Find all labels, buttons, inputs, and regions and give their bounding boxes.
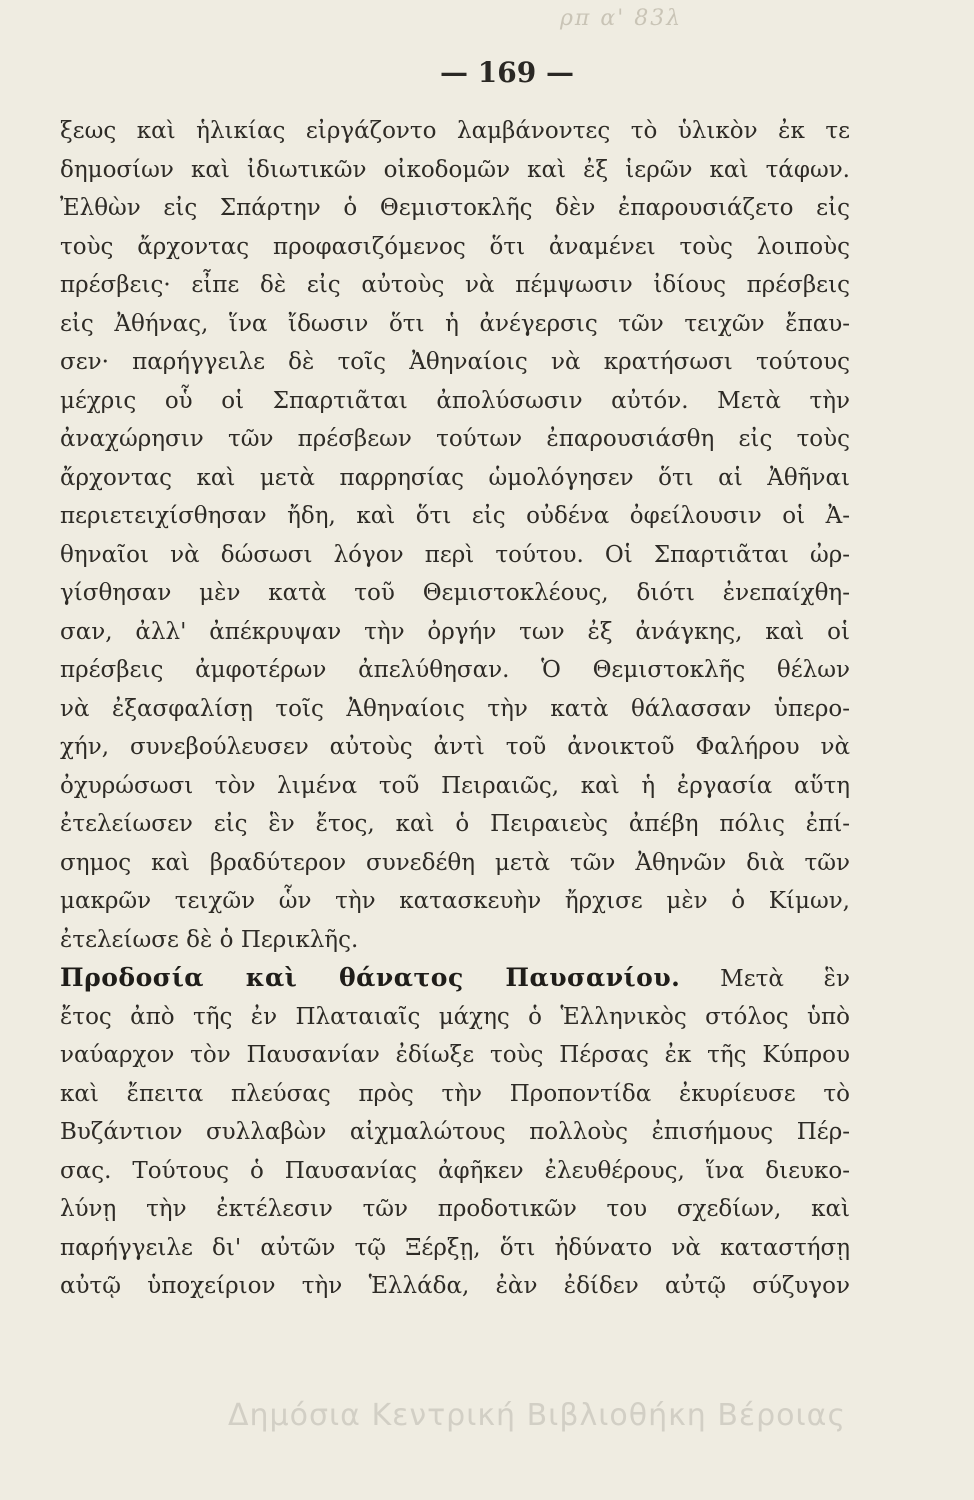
text-line: Βυζάντιον συλλαβὼν αἰχμαλώτους πολλοὺς ἐπισήμους Πέρ- (60, 1119, 850, 1145)
text-line: νὰ ἐξασφαλίσῃ τοῖς Ἀθηναίοις τὴν κατὰ θάλασσαν ὑπερο- (60, 695, 850, 722)
text-line: τοὺς ἄρχοντας προφασιζόμενος ὅτι ἀναμένει τοὺς λοιποὺς (60, 233, 850, 260)
body-text (60, 112, 850, 1306)
text-line: μέχρις οὗ οἱ Σπαρτιᾶται ἀπολύσωσιν αὐτόν. Μετὰ τὴν (60, 387, 850, 414)
text-line: ἐτελείωσε δὲ ὁ Περικλῆς. (60, 926, 359, 953)
text-line: ἐτελείωσεν εἰς ἓν ἔτος, καὶ ὁ Πειραιεὺς ἀπέβη πόλις ἐπί- (60, 811, 850, 837)
section-heading-line (60, 959, 850, 998)
section-heading: Προδοσία καὶ θάνατος Παυσανίου. (60, 963, 681, 992)
text-line: σαν, ἀλλ' ἀπέκρυψαν τὴν ὀργήν των ἐξ ἀνάγκης, καὶ οἱ (60, 618, 850, 645)
text-line: γίσθησαν μὲν κατὰ τοῦ Θεμιστοκλέους, διότι ἐνεπαίχθη- (60, 580, 850, 606)
text-line: ἄρχοντας καὶ μετὰ παρρησίας ὡμολόγησεν ὅτι αἱ Ἀθῆναι (60, 464, 850, 491)
text-line: ξεως καὶ ἡλικίας εἰργάζοντο λαμβάνοντες τὸ ὑλικὸν ἐκ τε (60, 118, 850, 144)
text-line: παρήγγειλε δι' αὐτῶν τῷ Ξέρξῃ, ὅτι ἠδύνατο νὰ καταστήσῃ (60, 1234, 850, 1261)
page-number: — 169 — (440, 56, 574, 89)
text-line: περιετειχίσθησαν ἤδη, καὶ ὅτι εἰς οὐδένα ὀφείλουσιν οἱ Ἀ- (60, 503, 850, 529)
text-line: σημος καὶ βραδύτερον συνεδέθη μετὰ τῶν Ἀθηνῶν διὰ τῶν (60, 849, 850, 876)
text-line: χήν, συνεβούλευσεν αὐτοὺς ἀντὶ τοῦ ἀνοικτοῦ Φαλήρου νὰ (60, 734, 850, 760)
text-line: Ἐλθὼν εἰς Σπάρτην ὁ Θεμιστοκλῆς δὲν ἐπαρουσιάζετο εἰς (60, 195, 850, 221)
text-line: ὀχυρώσωσι τὸν λιμένα τοῦ Πειραιῶς, καὶ ἡ ἐργασία αὕτη (60, 772, 850, 799)
text-line: εἰς Ἀθήνας, ἵνα ἴδωσιν ὅτι ἡ ἀνέγερσις τῶν τειχῶν ἔπαυ- (60, 310, 850, 337)
text-line: θηναῖοι νὰ δώσωσι λόγον περὶ τούτου. Οἱ Σπαρτιᾶται ὠρ- (60, 541, 850, 568)
text-line: ναύαρχον τὸν Παυσανίαν ἐδίωξε τοὺς Πέρσας ἐκ τῆς Κύπρου (60, 1042, 850, 1068)
text-line: πρέσβεις· εἶπε δὲ εἰς αὐτοὺς νὰ πέμψωσιν ἰδίους πρέσβεις (60, 272, 850, 298)
text-line: πρέσβεις ἀμφοτέρων ἀπελύθησαν. Ὁ Θεμιστοκλῆς θέλων (60, 657, 850, 683)
text-line: ἔτος ἀπὸ τῆς ἐν Πλαταιαῖς μάχης ὁ Ἑλληνικὸς στόλος ὑπὸ (60, 1003, 850, 1030)
text-line: αὐτῷ ὑποχείριον τὴν Ἑλλάδα, ἐὰν ἐδίδεν αὐτῷ σύζυγον (60, 1273, 850, 1299)
heading-line-text: Μετὰ ἓν (720, 966, 851, 992)
text-line: δημοσίων καὶ ἰδιωτικῶν οἰκοδομῶν καὶ ἐξ ἱερῶν καὶ τάφων. (60, 156, 850, 183)
text-line: ἀναχώρησιν τῶν πρέσβεων τούτων ἐπαρουσιάσθη εἰς τοὺς (60, 426, 850, 452)
text-line: λύνῃ τὴν ἐκτέλεσιν τῶν προδοτικῶν του σχεδίων, καὶ (60, 1196, 850, 1222)
text-line: καὶ ἔπειτα πλεύσας πρὸς τὴν Προποντίδα ἐκυρίευσε τὸ (60, 1080, 850, 1107)
pencil-annotation: ρπ α' 83λ (560, 6, 683, 31)
text-line: σεν· παρήγγειλε δὲ τοῖς Ἀθηναίοις νὰ κρατήσωσι τούτους (60, 349, 850, 375)
library-watermark: Δημόσια Κεντρική Βιβλιοθήκη Βέροιας (228, 1398, 847, 1433)
text-line: σας. Τούτους ὁ Παυσανίας ἀφῆκεν ἐλευθέρους, ἵνα διευκο- (60, 1157, 850, 1184)
text-line: μακρῶν τειχῶν ὧν τὴν κατασκευὴν ἤρχισε μὲν ὁ Κίμων, (60, 888, 850, 914)
